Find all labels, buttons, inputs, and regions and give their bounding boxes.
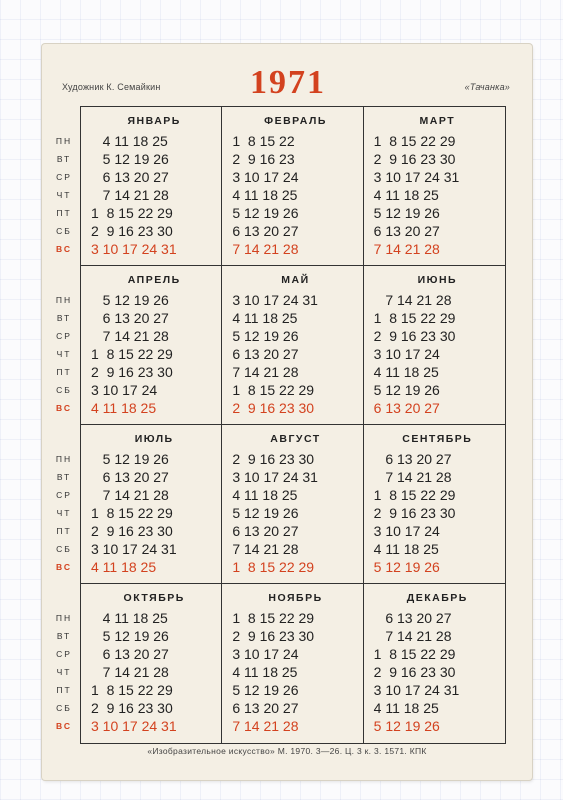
weekday-row: 5 12 19 26 xyxy=(373,718,440,734)
month-cell xyxy=(364,107,505,266)
weekday-row: 2 9 16 23 30 xyxy=(373,505,456,521)
weekday-row: 4 11 18 25 xyxy=(232,310,298,326)
weekday-row: 4 11 18 25 xyxy=(91,559,157,575)
weekday-label: ПТ xyxy=(56,367,72,377)
weekday-row: 7 14 21 28 xyxy=(232,241,299,257)
weekday-row: 4 11 18 25 xyxy=(373,541,439,557)
weekday-row: 4 11 18 25 xyxy=(232,664,298,680)
weekday-label: ВТ xyxy=(56,472,72,482)
weekday-label: ВТ xyxy=(56,313,72,323)
weekday-label: ВТ xyxy=(56,631,72,641)
weekday-row: 7 14 21 28 xyxy=(232,541,299,557)
month-name: ОКТЯБРЬ xyxy=(123,592,185,604)
weekday-row: 2 9 16 23 30 xyxy=(91,523,173,539)
weekday-row: 2 9 16 23 30 xyxy=(373,664,456,680)
weekday-row: 3 10 17 24 31 xyxy=(91,718,177,734)
weekday-row: 3 10 17 24 31 xyxy=(91,241,177,257)
weekday-row: 6 13 20 27 xyxy=(373,451,452,467)
weekday-row: 6 13 20 27 xyxy=(373,400,440,416)
weekday-row: 1 8 15 22 xyxy=(232,133,295,149)
weekday-label: ВТ xyxy=(56,154,72,164)
weekday-row: 5 12 19 26 xyxy=(373,559,440,575)
weekday-label: ПТ xyxy=(56,208,72,218)
weekday-row: 4 11 18 25 xyxy=(373,364,439,380)
print-footer: «Изобразительное искусство» М. 1970. 3—26. Ц. 3 к. 3. 1571. КПК xyxy=(147,746,427,756)
weekday-row: 1 8 15 22 29 xyxy=(232,610,315,626)
weekday-row: 5 12 19 26 xyxy=(373,382,440,398)
weekday-row: 1 8 15 22 29 xyxy=(232,559,315,575)
weekday-row: 5 12 19 26 xyxy=(232,205,299,221)
month-name: АВГУСТ xyxy=(270,433,321,445)
weekday-row: 7 14 21 28 xyxy=(91,328,169,344)
weekday-row: 2 9 16 23 30 xyxy=(232,400,315,416)
weekday-row: 3 10 17 24 xyxy=(232,169,299,185)
weekday-row: 1 8 15 22 29 xyxy=(91,205,173,221)
month-cell xyxy=(55,584,222,743)
month-cell xyxy=(364,584,505,743)
weekday-row: 6 13 20 27 xyxy=(91,469,169,485)
weekday-row: 2 9 16 23 30 xyxy=(232,628,315,644)
weekday-row: 7 14 21 28 xyxy=(91,487,169,503)
weekday-row: 1 8 15 22 29 xyxy=(373,487,456,503)
weekday-row: 7 14 21 28 xyxy=(373,628,452,644)
month-cell xyxy=(364,425,505,584)
weekday-row: 4 11 18 25 xyxy=(91,133,168,149)
month-name: МАРТ xyxy=(419,115,456,127)
weekday-row: 6 13 20 27 xyxy=(232,346,299,362)
weekday-label: СБ xyxy=(56,385,72,395)
weekday-row: 3 10 17 24 31 xyxy=(232,292,318,308)
weekday-row: 4 11 18 25 xyxy=(232,487,298,503)
month-name: АПРЕЛЬ xyxy=(127,274,181,286)
months-grid xyxy=(55,106,506,744)
weekday-label: ВС xyxy=(56,403,72,413)
weekday-row: 4 11 18 25 xyxy=(91,400,157,416)
weekday-row: 1 8 15 22 29 xyxy=(373,646,456,662)
weekday-row: 3 10 17 24 31 xyxy=(373,169,460,185)
weekday-labels xyxy=(47,291,81,417)
weekday-label: СБ xyxy=(56,226,72,236)
weekday-row: 7 14 21 28 xyxy=(232,364,299,380)
weekday-row: 6 13 20 27 xyxy=(232,223,299,239)
month-cell xyxy=(55,425,222,584)
weekday-label: ВС xyxy=(56,562,72,572)
weekday-row: 5 12 19 26 xyxy=(91,151,169,167)
weekday-row: 1 8 15 22 29 xyxy=(91,346,173,362)
month-cell xyxy=(222,107,363,266)
artist-credit: Художник К. Семайкин xyxy=(62,82,161,92)
weekday-row: 3 10 17 24 xyxy=(373,346,440,362)
weekday-label: ПН xyxy=(55,136,73,146)
month-cell xyxy=(222,266,363,425)
month-cell xyxy=(55,107,222,266)
weekday-label: ЧТ xyxy=(56,667,72,677)
weekday-label: ПН xyxy=(55,613,73,623)
weekday-row: 1 8 15 22 29 xyxy=(232,382,315,398)
weekday-row: 6 13 20 27 xyxy=(232,700,299,716)
weekday-label: ПТ xyxy=(56,685,72,695)
weekday-row: 6 13 20 27 xyxy=(91,169,169,185)
weekday-row: 2 9 16 23 xyxy=(232,151,295,167)
month-cell xyxy=(222,425,363,584)
weekday-label: ПН xyxy=(55,454,73,464)
weekday-labels xyxy=(47,132,81,258)
month-name: НОЯБРЬ xyxy=(268,592,323,604)
weekday-row: 5 12 19 26 xyxy=(91,292,169,308)
weekday-row: 4 11 18 25 xyxy=(373,187,439,203)
weekday-row: 5 12 19 26 xyxy=(373,205,440,221)
weekday-label: СР xyxy=(56,331,72,341)
weekday-row: 7 14 21 28 xyxy=(91,187,169,203)
weekday-labels xyxy=(47,450,81,576)
month-name: МАЙ xyxy=(281,274,310,286)
weekday-row: 4 11 18 25 xyxy=(232,187,298,203)
weekday-label: ЧТ xyxy=(56,508,72,518)
weekday-row: 3 10 17 24 31 xyxy=(373,682,460,698)
weekday-row: 3 10 17 24 xyxy=(91,382,158,398)
weekday-row: 7 14 21 28 xyxy=(373,241,440,257)
weekday-row: 5 12 19 26 xyxy=(232,682,299,698)
month-cell xyxy=(222,584,363,743)
weekday-row: 1 8 15 22 29 xyxy=(91,505,173,521)
weekday-row: 7 14 21 28 xyxy=(232,718,299,734)
weekday-row: 7 14 21 28 xyxy=(373,292,452,308)
weekday-label: ПН xyxy=(55,295,73,305)
weekday-row: 2 9 16 23 30 xyxy=(91,223,173,239)
month-name: ЯНВАРЬ xyxy=(127,115,181,127)
weekday-label: СР xyxy=(56,172,72,182)
weekday-row: 1 8 15 22 29 xyxy=(91,682,173,698)
weekday-row: 3 10 17 24 31 xyxy=(91,541,177,557)
weekday-row: 2 9 16 23 30 xyxy=(373,328,456,344)
month-name: ФЕВРАЛЬ xyxy=(264,115,327,127)
weekday-label: СР xyxy=(56,649,72,659)
weekday-row: 2 9 16 23 30 xyxy=(91,364,173,380)
weekday-row: 5 12 19 26 xyxy=(91,628,169,644)
publisher-short: «Тачанка» xyxy=(464,82,510,92)
weekday-label: ВС xyxy=(56,721,72,731)
month-name: СЕНТЯБРЬ xyxy=(402,433,473,445)
weekday-label: СБ xyxy=(56,703,72,713)
month-cell xyxy=(364,266,505,425)
month-cell xyxy=(55,266,222,425)
weekday-label: ПТ xyxy=(56,526,72,536)
weekday-row: 1 8 15 22 29 xyxy=(373,133,456,149)
weekday-row: 2 9 16 23 30 xyxy=(373,151,456,167)
weekday-label: ЧТ xyxy=(56,190,72,200)
month-name: ДЕКАБРЬ xyxy=(406,592,468,604)
weekday-row: 6 13 20 27 xyxy=(373,223,440,239)
weekday-row: 6 13 20 27 xyxy=(91,646,169,662)
weekday-row: 3 10 17 24 31 xyxy=(232,469,318,485)
weekday-row: 7 14 21 28 xyxy=(373,469,452,485)
weekday-row: 6 13 20 27 xyxy=(232,523,299,539)
weekday-row: 3 10 17 24 xyxy=(232,646,299,662)
weekday-row: 4 11 18 25 xyxy=(91,610,168,626)
weekday-row: 4 11 18 25 xyxy=(373,700,439,716)
weekday-row: 5 12 19 26 xyxy=(232,328,299,344)
year-title: 1971 xyxy=(250,64,326,101)
weekday-labels xyxy=(47,609,81,735)
weekday-row: 7 14 21 28 xyxy=(91,664,169,680)
calendar-card xyxy=(42,44,532,780)
weekday-row: 2 9 16 23 30 xyxy=(91,700,173,716)
weekday-row: 5 12 19 26 xyxy=(91,451,169,467)
month-name: ИЮЛЬ xyxy=(134,433,174,445)
weekday-label: СБ xyxy=(56,544,72,554)
weekday-label: ЧТ xyxy=(56,349,72,359)
weekday-row: 5 12 19 26 xyxy=(232,505,299,521)
weekday-row: 2 9 16 23 30 xyxy=(232,451,315,467)
weekday-row: 1 8 15 22 29 xyxy=(373,310,456,326)
month-name: ИЮНЬ xyxy=(417,274,458,286)
weekday-row: 6 13 20 27 xyxy=(373,610,452,626)
weekday-label: СР xyxy=(56,490,72,500)
weekday-row: 6 13 20 27 xyxy=(91,310,169,326)
weekday-row: 3 10 17 24 xyxy=(373,523,440,539)
weekday-label: ВС xyxy=(56,244,72,254)
